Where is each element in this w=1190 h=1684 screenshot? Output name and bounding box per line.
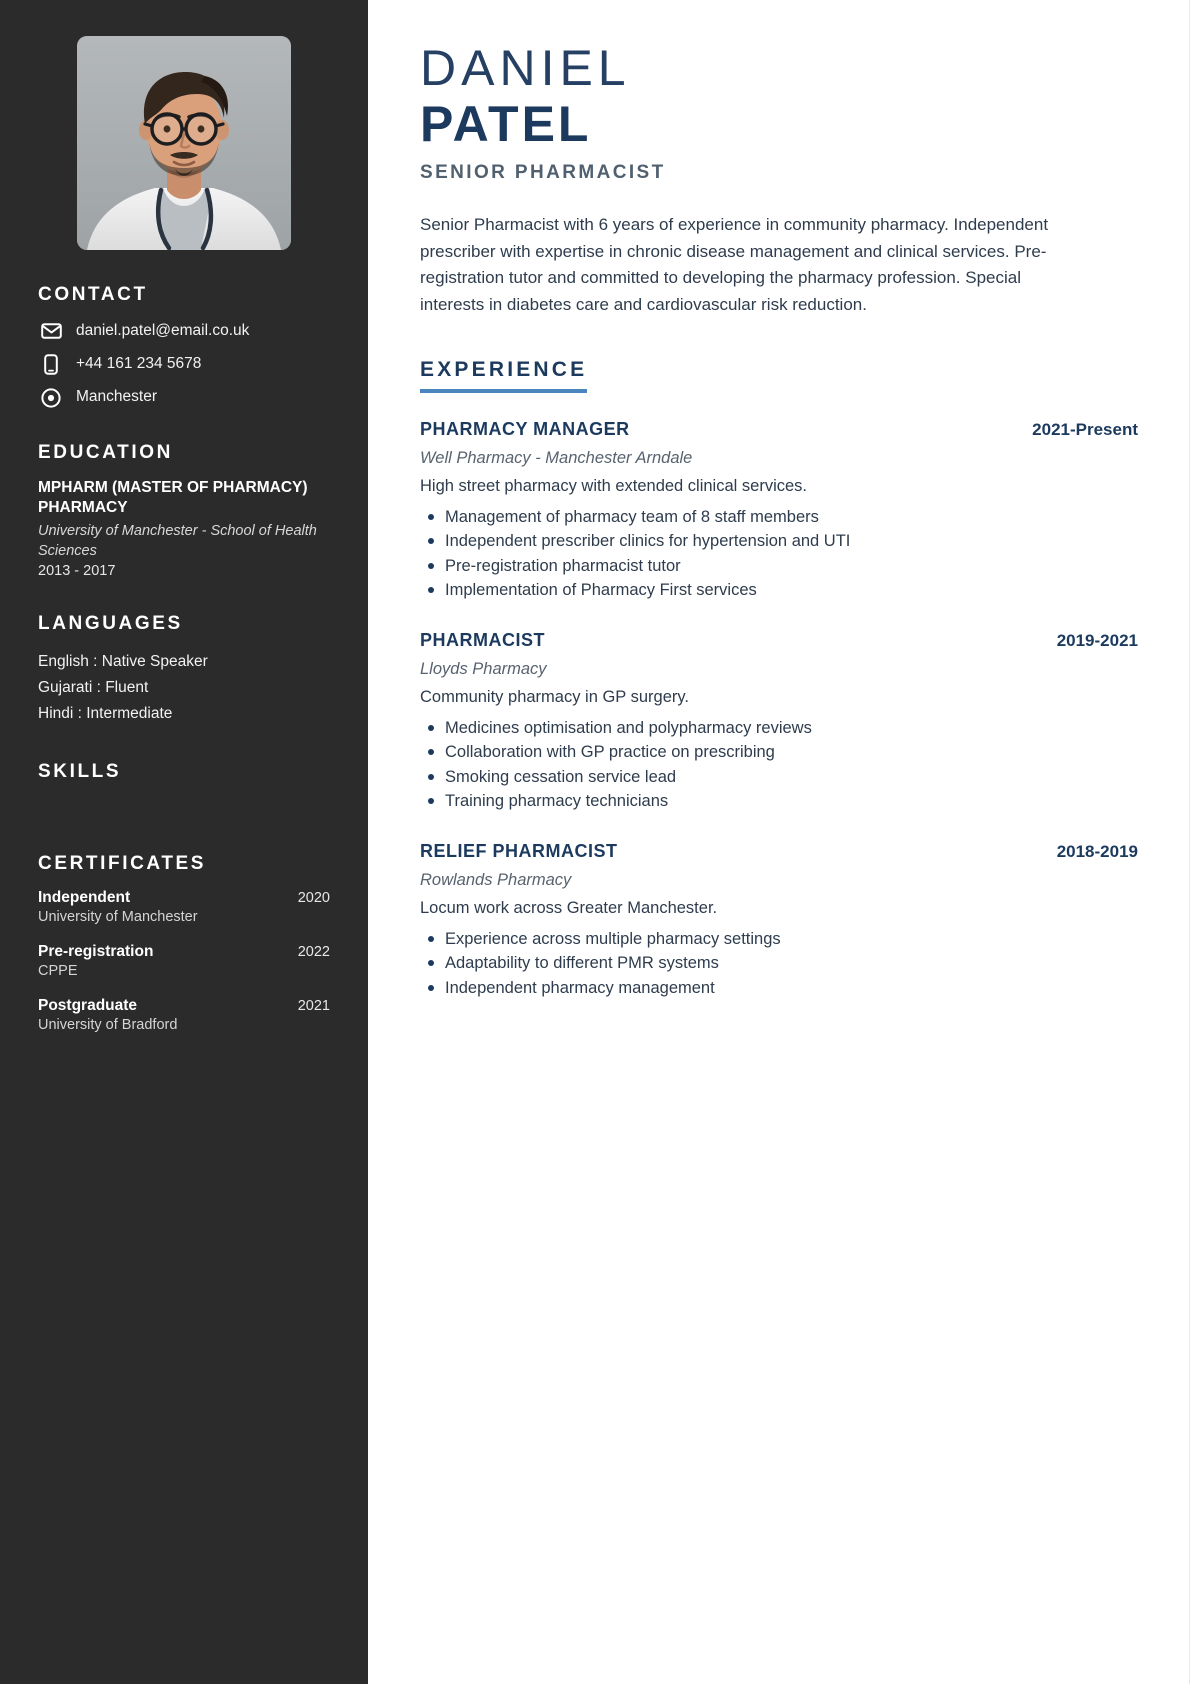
experience-bullet: Implementation of Pharmacy First services bbox=[420, 578, 1138, 602]
language-item: Gujarati : Fluent bbox=[38, 679, 149, 696]
contact-item-email[interactable] bbox=[38, 322, 330, 341]
sidebar bbox=[0, 0, 368, 1684]
experience-dates: 2021-Present bbox=[1032, 420, 1138, 440]
certificate-item bbox=[38, 889, 330, 925]
profile-photo bbox=[77, 36, 291, 250]
language-item: Hindi : Intermediate bbox=[38, 705, 173, 723]
experience-description: Community pharmacy in GP surgery. bbox=[420, 688, 689, 707]
experience-bullets bbox=[420, 927, 1138, 1000]
certificate-year: 2020 bbox=[297, 890, 330, 907]
experience-dates: 2019-2021 bbox=[1056, 631, 1138, 651]
certificate-org: CPPE bbox=[38, 963, 78, 980]
certificate-item bbox=[38, 997, 330, 1033]
contact-item-location[interactable] bbox=[38, 388, 330, 408]
experience-dates: 2018-2019 bbox=[1056, 842, 1138, 862]
experience-item bbox=[420, 841, 1138, 1000]
languages-heading: LANGUAGES bbox=[38, 612, 183, 634]
profile-photo-wrap bbox=[0, 0, 368, 250]
certificate-name: Postgraduate bbox=[38, 997, 138, 1015]
experience-list bbox=[420, 419, 1138, 1000]
experience-bullet: Experience across multiple pharmacy settings bbox=[420, 927, 1138, 951]
experience-bullet: Pre-registration pharmacist tutor bbox=[420, 554, 1138, 578]
name-block bbox=[420, 42, 1138, 184]
experience-bullet: Training pharmacy technicians bbox=[420, 789, 1138, 813]
education-item bbox=[38, 478, 330, 579]
education-school: University of Manchester - School of Health Sciences bbox=[38, 522, 317, 560]
certificate-org: University of Manchester bbox=[38, 909, 198, 926]
experience-item bbox=[420, 419, 1138, 602]
experience-bullet: Medicines optimisation and polypharmacy reviews bbox=[420, 716, 1138, 740]
experience-heading: EXPERIENCE bbox=[420, 358, 587, 393]
portrait-illustration bbox=[77, 36, 291, 250]
skills-list bbox=[38, 797, 330, 819]
experience-role: PHARMACIST bbox=[420, 630, 545, 651]
envelope-icon bbox=[38, 323, 64, 339]
job-title: SENIOR PHARMACIST bbox=[420, 162, 666, 183]
contact-location-text: Manchester bbox=[76, 388, 157, 406]
languages-list bbox=[38, 649, 330, 727]
contact-item-phone[interactable] bbox=[38, 354, 330, 375]
education-heading: EDUCATION bbox=[38, 441, 173, 463]
contact-phone-text: +44 161 234 5678 bbox=[76, 354, 202, 372]
education-degree: MPHARM (MASTER OF PHARMACY) PHARMACY bbox=[38, 478, 308, 517]
certificate-year: 2021 bbox=[297, 998, 330, 1015]
experience-bullet: Management of pharmacy team of 8 staff members bbox=[420, 505, 1138, 529]
contact-heading: CONTACT bbox=[38, 284, 148, 305]
experience-description: Locum work across Greater Manchester. bbox=[420, 899, 718, 918]
experience-bullet: Independent pharmacy management bbox=[420, 976, 1138, 1000]
experience-heading-wrap bbox=[420, 358, 1138, 393]
skills-heading: SKILLS bbox=[38, 761, 122, 783]
main-content bbox=[368, 0, 1190, 1684]
experience-bullets bbox=[420, 505, 1138, 602]
certificate-name: Independent bbox=[38, 889, 131, 907]
certificate-year: 2022 bbox=[297, 944, 330, 961]
experience-role: RELIEF PHARMACIST bbox=[420, 841, 618, 862]
experience-bullet: Smoking cessation service lead bbox=[420, 765, 1138, 789]
experience-bullets bbox=[420, 716, 1138, 813]
experience-company: Well Pharmacy - Manchester Arndale bbox=[420, 449, 693, 468]
phone-icon bbox=[38, 354, 64, 375]
certificate-org: University of Bradford bbox=[38, 1017, 178, 1034]
experience-bullet: Independent prescriber clinics for hypertension and UTI bbox=[420, 529, 1138, 553]
experience-bullet: Adaptability to different PMR systems bbox=[420, 951, 1138, 975]
certificate-name: Pre-registration bbox=[38, 943, 154, 961]
experience-description: High street pharmacy with extended clinical services. bbox=[420, 477, 808, 496]
certificate-item bbox=[38, 943, 330, 979]
location-pin-icon bbox=[38, 388, 64, 408]
education-years: 2013 - 2017 bbox=[38, 562, 116, 579]
contact-email-text: daniel.patel@email.co.uk bbox=[76, 322, 250, 339]
profile-summary: Senior Pharmacist with 6 years of experience in community pharmacy. Independent prescriber with expertise in chronic disease management and clinical services. Pre-registration tutor and committed to developing the pharmacy profession. Special interests in diabetes care and cardiovascular risk reduction. bbox=[420, 215, 1049, 314]
experience-bullet: Collaboration with GP practice on prescribing bbox=[420, 740, 1138, 764]
experience-role: PHARMACY MANAGER bbox=[420, 419, 630, 440]
last-name: PATEL bbox=[420, 96, 592, 152]
experience-item bbox=[420, 630, 1138, 813]
experience-company: Lloyds Pharmacy bbox=[420, 660, 547, 679]
experience-company: Rowlands Pharmacy bbox=[420, 871, 572, 890]
language-item: English : Native Speaker bbox=[38, 652, 208, 670]
first-name: DANIEL bbox=[420, 40, 631, 96]
certificates-heading: CERTIFICATES bbox=[38, 853, 207, 875]
